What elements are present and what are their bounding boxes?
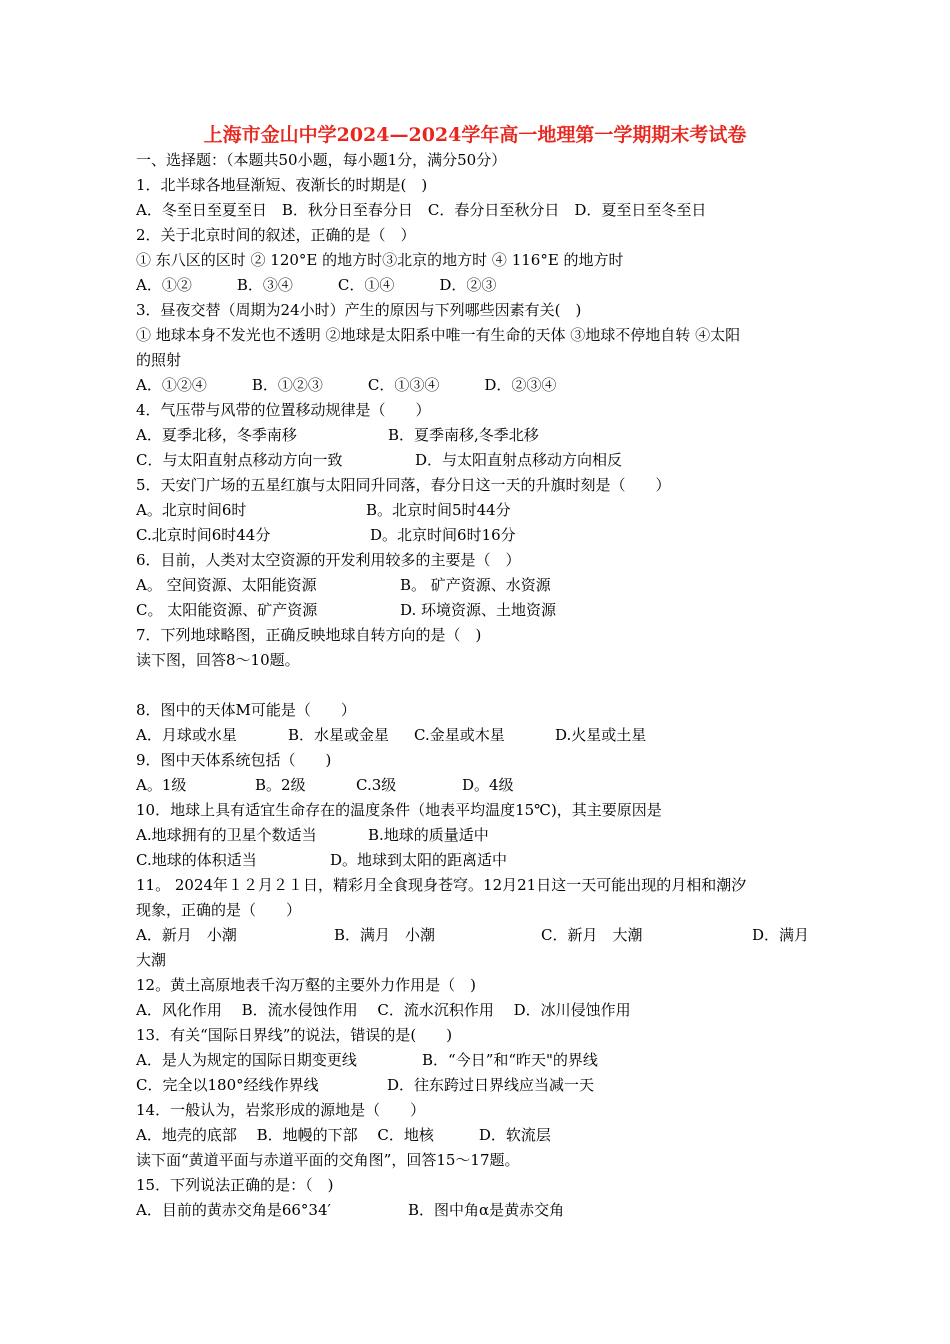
- question-1-options: A．冬至日至夏至日 B．秋分日至春分日 C．春分日至秋分日 D．夏至日至冬至日: [136, 201, 707, 219]
- question-4-option-b: B．夏季南移,冬季北移: [388, 426, 539, 444]
- question-8-option-c: C.金星或木星: [414, 726, 505, 744]
- question-13-option-b: B．“今日”和“昨天"的界线: [422, 1051, 598, 1069]
- question-5: 5．天安门广场的五星红旗与太阳同升同落，春分日这一天的升旗时刻是（ ）: [136, 476, 671, 494]
- question-13-option-d: D．往东跨过日界线应当减一天: [387, 1076, 595, 1094]
- question-12: 12。黄土高原地表千沟万壑的主要外力作用是（ ): [136, 976, 476, 994]
- question-11-option-d: D．满月: [752, 926, 810, 944]
- question-5-option-a: A。北京时间6时: [136, 501, 247, 519]
- question-6-option-c: C。 太阳能资源、矿产资源: [136, 601, 318, 619]
- reading-prompt-15-17: 读下面“黄道平面与赤道平面的交角图”，回答15～17题。: [136, 1151, 520, 1169]
- question-3-items-cont: 的照射: [136, 351, 182, 369]
- question-11-option-c: C．新月 大潮: [541, 926, 643, 944]
- question-5-option-b: B。北京时间5时44分: [366, 501, 511, 519]
- question-6: 6．目前，人类对太空资源的开发利用较多的主要是（ ）: [136, 551, 521, 569]
- question-8-option-a: A．月球或水星: [136, 726, 237, 744]
- question-10: 10．地球上具有适宜生命存在的温度条件（地表平均温度15℃)，其主要原因是: [136, 801, 662, 819]
- question-7: 7．下列地球略图，正确反映地球自转方向的是（ ): [136, 626, 482, 644]
- question-3-items: ① 地球本身不发光也不透明 ②地球是太阳系中唯一有生命的天体 ③地球不停地自转 ④太阳: [136, 326, 741, 344]
- question-10-option-b: B.地球的质量适中: [368, 826, 489, 844]
- question-11: 11。 2024年１２月２１日，精彩月全食现身苍穹。12月21日这一天可能出现的月相和潮汐: [136, 876, 747, 894]
- question-9: 9．图中天体系统包括（ ): [136, 751, 332, 769]
- question-4-option-c: C．与太阳直射点移动方向一致: [136, 451, 343, 469]
- question-5-option-d: D。北京时间6时16分: [370, 526, 516, 544]
- question-15-option-b: B．图中角α是黄赤交角: [408, 1201, 565, 1219]
- question-6-option-a: A。 空间资源、太阳能资源: [136, 576, 317, 594]
- question-13-option-c: C．完全以180°经线作界线: [136, 1076, 319, 1094]
- section-heading: 一、选择题：（本题共50小题，每小题1分，满分50分）: [136, 151, 507, 169]
- question-13: 13．有关“国际日界线”的说法，错误的是( ): [136, 1026, 453, 1044]
- question-4-option-a: A．夏季北移，冬季南移: [136, 426, 297, 444]
- question-6-option-d: D. 环境资源、土地资源: [400, 601, 557, 619]
- question-9-option-b: B。2级: [255, 776, 306, 794]
- question-9-option-a: A。1级: [136, 776, 187, 794]
- question-10-option-c: C.地球的体积适当: [136, 851, 257, 869]
- question-1: 1．北半球各地昼渐短、夜渐长的时期是( ): [136, 176, 428, 194]
- question-14-options: A．地壳的底部 B．地幔的下部 C．地核 D．软流层: [136, 1126, 551, 1144]
- question-11-option-d-cont: 大潮: [136, 951, 167, 969]
- question-9-option-c: C.3级: [356, 776, 397, 794]
- question-8-option-b: B．水星或金星: [288, 726, 390, 744]
- question-9-option-d: D。4级: [462, 776, 514, 794]
- question-15-option-a: A．目前的黄赤交角是66°34′: [136, 1201, 331, 1219]
- question-8-option-d: D.火星或土星: [555, 726, 647, 744]
- question-10-option-a: A.地球拥有的卫星个数适当: [136, 826, 317, 844]
- question-4: 4．气压带与风带的位置移动规律是（ ）: [136, 401, 431, 419]
- question-8: 8．图中的天体M可能是（ ）: [136, 701, 356, 719]
- exam-title: 上海市金山中学2024—2024学年高一地理第一学期期末考试卷: [203, 124, 747, 146]
- question-2-options: A．①② B．③④ C．①④ D．②③: [136, 276, 497, 294]
- question-2-items: ① 东八区的区时 ② 120°E 的地方时③北京的地方时 ④ 116°E 的地方时: [136, 251, 624, 269]
- question-3: 3．昼夜交替（周期为24小时）产生的原因与下列哪些因素有关( ): [136, 301, 582, 319]
- question-15: 15．下列说法正确的是：（ ): [136, 1176, 334, 1194]
- question-13-option-a: A．是人为规定的国际日期变更线: [136, 1051, 357, 1069]
- question-11-cont: 现象，正确的是（ ）: [136, 901, 302, 919]
- question-3-options: A．①②④ B．①②③ C．①③④ D．②③④: [136, 376, 557, 394]
- question-4-option-d: D．与太阳直射点移动方向相反: [415, 451, 623, 469]
- question-12-options: A．风化作用 B．流水侵蚀作用 C．流水沉积作用 D．冰川侵蚀作用: [136, 1001, 631, 1019]
- question-11-option-b: B．满月 小潮: [334, 926, 436, 944]
- question-10-option-d: D。地球到太阳的距离适中: [330, 851, 508, 869]
- reading-prompt-8-10: 读下图，回答8～10题。: [136, 651, 300, 669]
- question-5-option-c: C.北京时间6时44分: [136, 526, 271, 544]
- question-6-option-b: B。 矿产资源、水资源: [400, 576, 551, 594]
- question-2: 2．关于北京时间的叙述，正确的是（ ）: [136, 226, 416, 244]
- question-11-option-a: A．新月 小潮: [136, 926, 237, 944]
- question-14: 14．一般认为，岩浆形成的源地是（ ）: [136, 1101, 426, 1119]
